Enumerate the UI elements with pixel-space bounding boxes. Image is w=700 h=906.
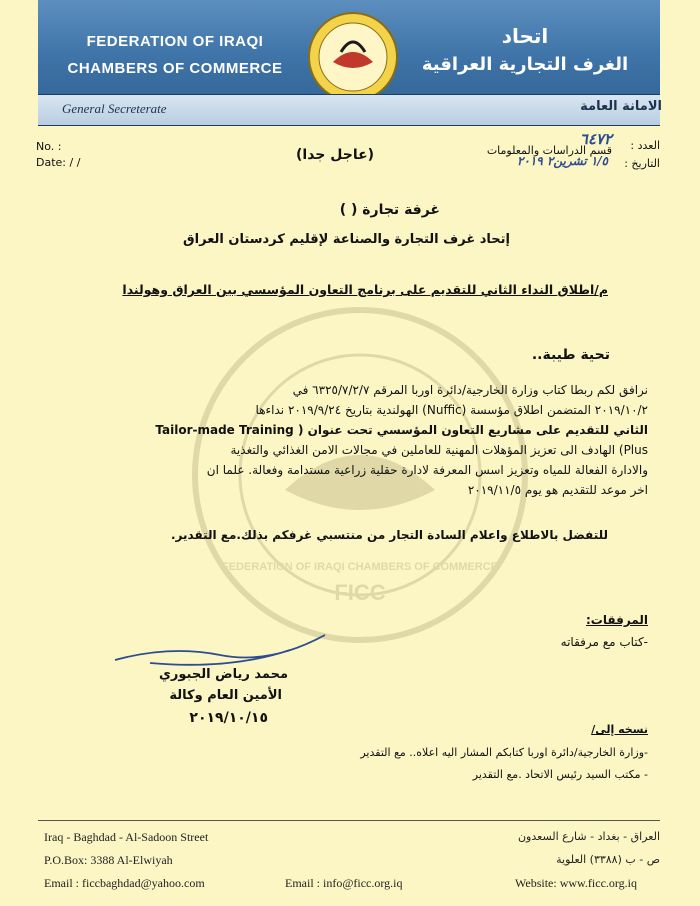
footer-email1[interactable]: Email : ficcbaghdad@yahoo.com [44, 876, 205, 890]
body-line: اخر موعد للتقديم هو يوم ٢٠١٩/١١/٥ [467, 483, 648, 497]
footer-email2[interactable]: Email : info@ficc.org.iq [285, 876, 403, 890]
attachments-item: -كتاب مع مرفقاته [560, 635, 648, 649]
en-title-line1: FEDERATION OF IRAQI [86, 33, 264, 50]
ar-title-line1: اتحاد [501, 24, 549, 48]
general-secretariat-en: General Secreterate [62, 101, 167, 116]
closing-line: للتفضل بالاطلاع واعلام السادة التجار من منتسبي غرفكم بذلك.مع التقدير. [171, 528, 608, 542]
subject-line: م/اطلاق النداء الثاني للتقديم على برنامج التعاون المؤسسي بين العراق وهولندا [122, 282, 608, 297]
ar-title-line2: الغرف التجارية العراقية [421, 54, 629, 75]
footer-address-en: Iraq - Baghdad - Al-Sadoon Street [44, 830, 209, 844]
date-label: Date: / / [36, 156, 81, 169]
ar-date-label: التاريخ : [624, 157, 660, 170]
no-label: No. : [36, 140, 62, 153]
body-line: نرافق لكم ربطا كتاب وزارة الخارجية/دائرة اوربا المرقم ٦٣٢٥/٧/٢/٧ في [292, 383, 648, 397]
body-line: الثاني للتقديم على مشاريع التعاون المؤسسي تحت عنوان ( Tailor-made Training [155, 423, 648, 437]
copies-label: نسخه إلى/ [591, 723, 648, 736]
en-title-line2: CHAMBERS OF COMMERCE [67, 60, 283, 77]
addressee-line1: غرفة تجارة ( ) [339, 202, 440, 218]
greeting: تحية طيبة.. [531, 347, 610, 363]
ar-department: قسم الدراسات والمعلومات [486, 144, 612, 157]
signatory-title: الأمين العام وكالة [169, 688, 282, 703]
footer-divider [38, 820, 660, 821]
watermark-ficc: FICC [334, 580, 386, 605]
addressee-line2: إتحاد غرف التجارة والصناعة لإقليم كردستان العراق [183, 232, 510, 247]
footer-website[interactable]: Website: www.ficc.org.iq [515, 876, 638, 890]
body-line: Plus) الهادف الى تعزيز المؤهلات المهنية للعاملين في مجالات الامن الغذائي والتغذية [230, 443, 648, 457]
copies-item1: -وزارة الخارجية/دائرة اوربا كتابكم المشار اليه اعلاه.. مع التقدير [360, 746, 648, 759]
footer-pobox-en: P.O.Box: 3388 Al-Elwiyah [44, 853, 173, 867]
ar-number-label: العدد : [630, 139, 660, 152]
attachments-label: المرفقات: [586, 613, 648, 627]
body-paragraph [48, 380, 648, 500]
ar-date-value: ١/٥ تشرين٢ ٢٠١٩ [516, 154, 608, 168]
signatory-name: محمد رياض الجبوري [159, 667, 288, 682]
signature-date: ٢٠١٩/١٠/١٥ [189, 710, 268, 726]
body-line: والادارة الفعالة للمياه وتعزيز اسس المعرفة لادارة حقلية زراعية مستدامة وفعالة. علما ان [206, 463, 648, 477]
general-secretariat-ar: الامانة العامة [580, 99, 662, 114]
footer-address-ar: العراق - بغداد - شارع السعدون [517, 830, 660, 843]
body-line: ٢٠١٩/١٠/٢ المتضمن اطلاق مؤسسة (Nuffic) الهولندية بتاريخ ٢٠١٩/٩/٢٤ نداءها [255, 403, 648, 417]
ar-number-value: ٦٤٧٢ [579, 130, 612, 148]
footer-pobox-ar: ص - ب (٣٣٨٨) العلوية [556, 853, 660, 866]
urgent-label: (عاجل جدا) [296, 147, 375, 163]
watermark-text: FEDERATION OF IRAQI CHAMBERS OF COMMERCE [221, 561, 499, 573]
copies-item2: - مكتب السيد رئيس الاتحاد .مع التقدير [472, 768, 648, 781]
